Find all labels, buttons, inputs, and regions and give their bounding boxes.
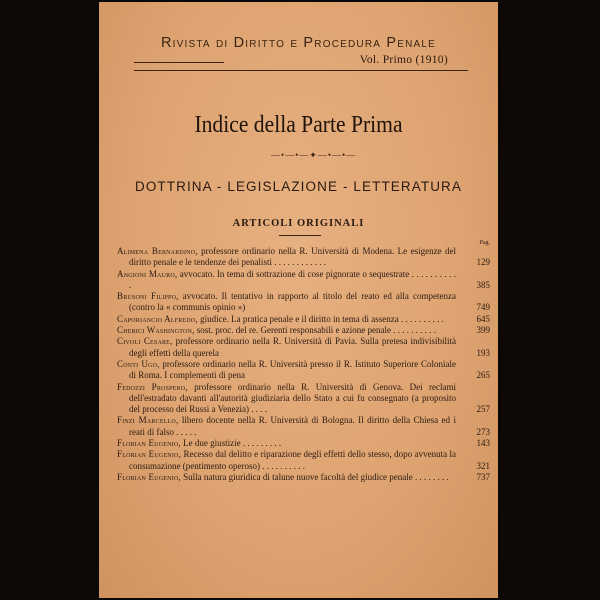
entry-page-number: 265 — [476, 370, 490, 381]
entry-author: Florian Eugenio, — [117, 449, 182, 460]
header-rule-left — [134, 62, 224, 63]
index-entry — [117, 449, 490, 472]
index-entry — [117, 336, 490, 359]
page-column-label: Pag. — [479, 240, 490, 246]
journal-title: Rivista di Diritto e Procedura Penale — [160, 35, 437, 51]
ornament-divider: —•—•—✦—•—•— — [271, 150, 357, 160]
entry-page-number: 321 — [476, 460, 490, 471]
entry-page-number: 737 — [476, 471, 490, 482]
entry-page-number: 257 — [476, 404, 490, 415]
header-rule — [134, 70, 468, 71]
page-title: Indice della Parte Prima — [194, 112, 403, 138]
entry-page-number: 273 — [476, 426, 490, 437]
volume-label: Vol. Primo (1910) — [359, 54, 448, 66]
entry-page-number: 645 — [476, 313, 490, 324]
entry-page-number: 399 — [476, 325, 490, 336]
section-heading — [99, 179, 498, 194]
entry-author: Civoli Cesare, — [117, 336, 173, 347]
index-entry — [117, 269, 490, 292]
entry-page-number: 143 — [476, 438, 490, 449]
index-entry — [117, 438, 490, 449]
entry-page-number: 385 — [476, 279, 490, 290]
entry-page-number: 193 — [476, 347, 490, 358]
index-entry — [117, 415, 490, 438]
book-page — [99, 2, 498, 598]
index-entry — [117, 246, 490, 269]
section-separator: - — [342, 179, 354, 194]
entry-text: professore ordinario nella R. Università di Pavia. Sulla pretesa indivisibilità degli effetti della querela — [129, 336, 456, 358]
index-entry — [117, 314, 490, 325]
entry-author: Caporiancio Alfredo, — [117, 313, 198, 324]
entry-author: Angioni Mauro, — [117, 268, 178, 279]
section-part-letteratura: LETTERATURA — [353, 179, 463, 194]
section-part-dottrina: DOTTRINA — [134, 179, 213, 194]
entry-page-number: 749 — [476, 302, 490, 313]
entry-author: Florian Eugenio, — [117, 471, 181, 482]
entry-text: avvocato. In tema di sottrazione di cose pignorate o sequestrate . . . . . . . . . . . — [129, 268, 456, 290]
entry-page-number: 129 — [476, 257, 490, 268]
index-entry — [117, 472, 490, 483]
entry-text: Recesso dal delitto e riparazione degli effetti dello stesso, dopo avvenuta la consumazione (pentimento operoso) . . . . . . . . . . — [129, 449, 456, 471]
subsection-heading: ARTICOLI ORIGINALI — [232, 218, 365, 229]
index-entry — [117, 325, 490, 336]
index-list — [117, 246, 490, 483]
entry-text: sost. proc. del re. Gerenti responsabili e azione penale . . . . . . . . . . — [194, 325, 436, 336]
entry-text: professore ordinario nella R. Università di Genova. Dei reclami dell'estradato davanti all'autorità giudiziaria dello Stato a cui fu consegnato (a proposito del processo dei Russi a Venezia) . . . . — [129, 381, 456, 415]
entry-text: avvocato. Il tentativo in rapporto al titolo del reato ed alla competenza (contro la « communis opinio ») — [129, 291, 456, 313]
entry-author: Fedozzi Prospero, — [117, 381, 188, 392]
entry-author: Alimena Bernardino, — [117, 246, 198, 256]
section-separator: - — [216, 179, 228, 194]
index-entry — [117, 382, 490, 416]
section-part-legislazione: LEGISLAZIONE — [227, 179, 339, 194]
entry-author: Conti Ugo, — [117, 358, 160, 369]
entry-text: Sulla natura giuridica di talune nuove facoltà del giudice penale . . . . . . . . — [180, 471, 449, 482]
entry-text: libero docente nella R. Università di Bologna. Il diritto della Chiesa ed i reati di falso . . . . . — [129, 415, 457, 437]
subsection-rule — [279, 235, 321, 236]
entry-text: professore ordinario nella R. Università presso il R. Istituto Superiore Coloniale di Roma. I complementi di pena — [129, 358, 457, 381]
entry-author: Finzi Marcello, — [117, 415, 179, 426]
entry-text: Le due giustizie . . . . . . . . . — [180, 438, 282, 449]
entry-author: Brusoni Filippo, — [117, 291, 179, 302]
entry-author: Florian Eugenio, — [117, 438, 181, 449]
index-entry — [117, 291, 490, 314]
entry-author: Cherici Washington, — [117, 325, 195, 336]
entry-text: professore ordinario nella R. Università di Modena. Le esigenze del diritto penale e le tendenze dei penalisti . . . . . . . . . . . . — [129, 246, 456, 268]
index-entry — [117, 359, 490, 382]
entry-text: giudice. La pratica penale e il diritto in tema di assenza . . . . . . . . . . — [197, 313, 444, 324]
